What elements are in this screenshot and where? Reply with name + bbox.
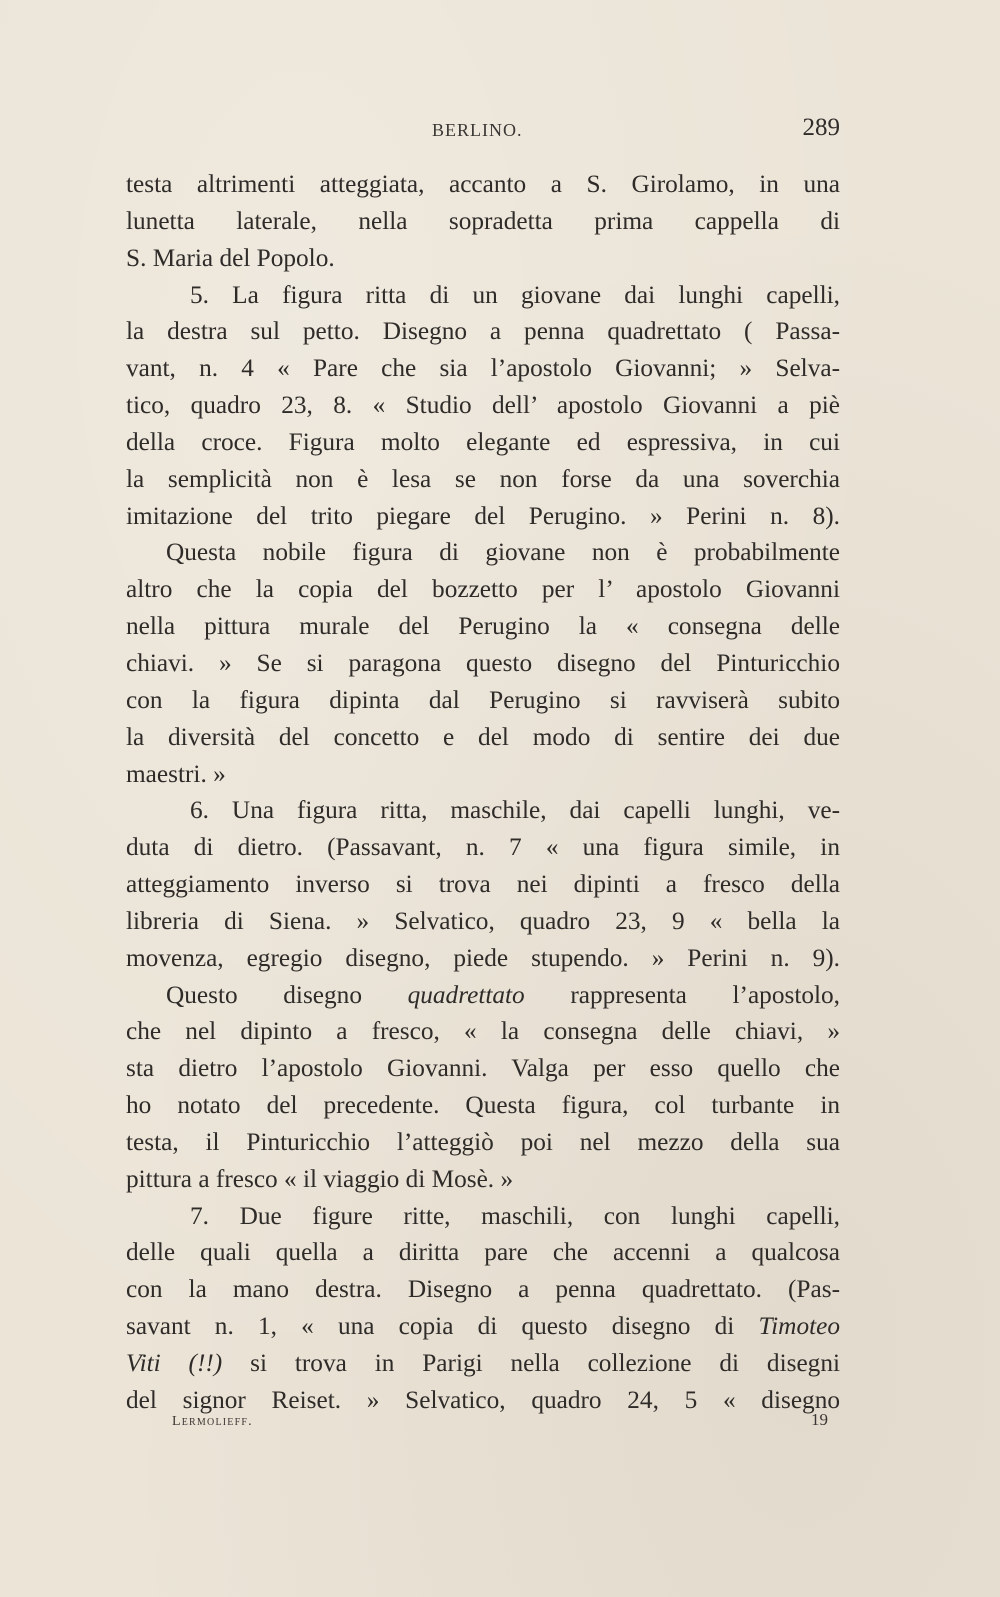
text-line: vant, n. 4 « Pare che sia l’apostolo Giovanni; » Selva- — [126, 354, 840, 383]
text-line: testa altrimenti atteggiata, accanto a S. Girolamo, in una — [126, 170, 840, 198]
text-line: delle quali quella a diritta pare che accenni a qualcosa — [126, 1238, 840, 1267]
page-footer — [126, 1406, 840, 1436]
italic-segment: Timoteo — [758, 1312, 840, 1341]
text-line: che nel dipinto a fresco, « la consegna delle chiavi, » — [126, 1017, 840, 1046]
text-line: la semplicità non è lesa se non forse da una soverchia — [126, 464, 840, 493]
text-line: 6. Una figura ritta, maschile, dai capelli lunghi, ve- — [190, 796, 840, 825]
text-line — [126, 1345, 840, 1382]
running-head — [126, 116, 840, 146]
text-segment: Questo disegno — [166, 980, 408, 1009]
text-line: la destra sul petto. Disegno a penna quadrettato ( Passa- — [126, 317, 840, 346]
body-text — [126, 166, 840, 1419]
signature-mark: Lermolieff. — [172, 1414, 253, 1429]
text-segment: rappresenta l’apostolo, — [524, 980, 840, 1009]
text-segment: si trova in Parigi nella collezione di disegni — [222, 1349, 840, 1377]
page-number: 289 — [802, 114, 840, 141]
running-title: BERLINO. — [432, 120, 523, 140]
text-segment: savant n. 1, « una copia di questo disegno di — [126, 1312, 759, 1341]
text-line: con la figura dipinta dal Perugino si ravviserà subito — [126, 685, 840, 714]
text-line: tico, quadro 23, 8. « Studio dell’ apostolo Giovanni a piè — [126, 391, 840, 420]
text-line: testa, il Pinturicchio l’atteggiò poi nel mezzo della sua — [126, 1127, 840, 1156]
text-line: nella pittura murale del Perugino la « consegna delle — [126, 612, 840, 641]
text-line: atteggiamento inverso si trova nei dipinti a fresco della — [126, 870, 840, 899]
text-line: movenza, egregio disegno, piede stupendo. » Perini n. 9). — [126, 943, 840, 972]
text-line: Questa nobile figura di giovane non è probabilmente — [166, 538, 840, 567]
text-line: maestri. » — [126, 759, 226, 788]
text-line: lunetta laterale, nella sopradetta prima cappella di — [126, 206, 840, 235]
text-line: altro che la copia del bozzetto per l’ apostolo Giovanni — [126, 575, 840, 604]
text-line: chiavi. » Se si paragona questo disegno del Pinturicchio — [126, 648, 840, 677]
italic-segment: Viti (!!) — [126, 1349, 223, 1377]
text-line: 7. Due figure ritte, maschili, con lunghi capelli, — [190, 1201, 840, 1230]
text-line: ho notato del precedente. Questa figura, col turbante in — [126, 1091, 840, 1120]
text-line — [126, 977, 840, 1014]
italic-segment: quadrettato — [407, 980, 525, 1009]
text-line: libreria di Siena. » Selvatico, quadro 23, 9 « bella la — [126, 906, 840, 935]
text-line: S. Maria del Popolo. — [126, 243, 335, 272]
text-line: della croce. Figura molto elegante ed espressiva, in cui — [126, 427, 840, 456]
text-line: del signor Reiset. » Selvatico, quadro 24, 5 « disegno — [126, 1385, 840, 1414]
text-line: 5. La figura ritta di un giovane dai lunghi capelli, — [190, 280, 840, 309]
text-line: con la mano destra. Disegno a penna quadrettato. (Pas- — [126, 1275, 840, 1304]
text-line: sta dietro l’apostolo Giovanni. Valga per esso quello che — [126, 1054, 840, 1083]
text-line: la diversità del concetto e del modo di sentire dei due — [126, 722, 840, 751]
text-line: imitazione del trito piegare del Perugino. » Perini n. 8). — [126, 501, 840, 530]
text-line: duta di dietro. (Passavant, n. 7 « una figura simile, in — [126, 833, 840, 862]
text-line: pittura a fresco « il viaggio di Mosè. » — [126, 1164, 514, 1193]
text-line — [126, 1308, 840, 1345]
signature-number: 19 — [811, 1410, 828, 1429]
